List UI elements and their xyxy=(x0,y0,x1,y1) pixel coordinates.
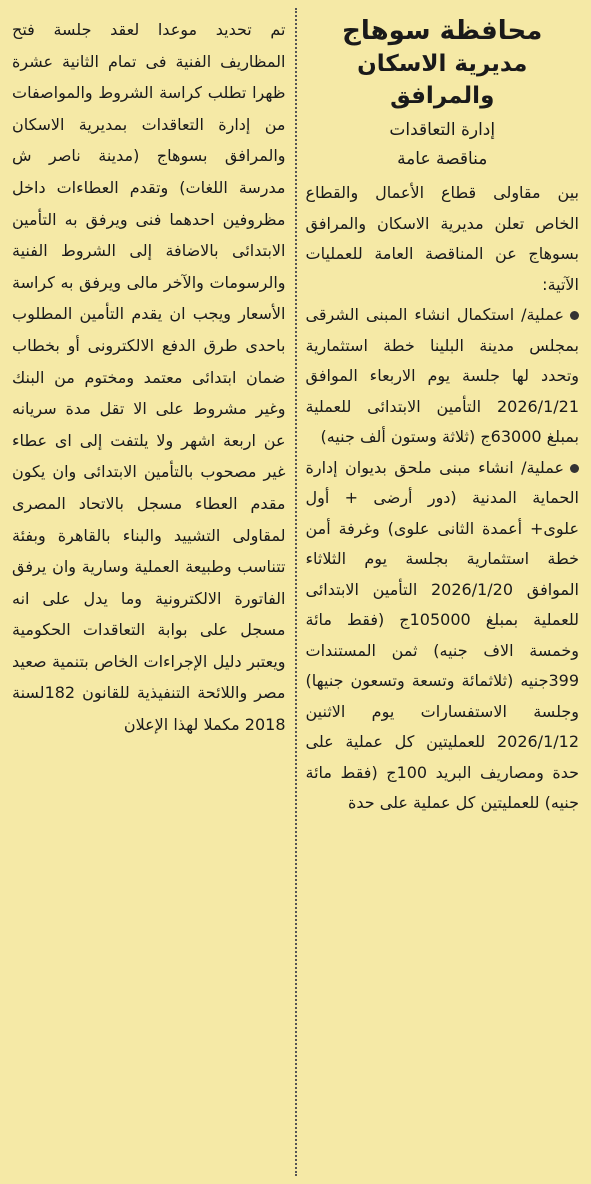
right-column xyxy=(296,14,584,1176)
tender-type: مناقصة عامة xyxy=(397,149,488,169)
terms-paragraph: تم تحديد موعدا لعقد جلسة فتح المظاريف الفنية فى تمام الثانية عشرة ظهرا تطلب كراسة الشروط والمواصفات من إدارة التعاقدات بمديرية الاسكان والمرافق بسوهاج (مدينة ناصر ش مدرسة اللغات) وتقدم العطاءات داخل مظروفين احدهما فنى ويرفق به التأمين الابتدائى بالاضافة إلى الشروط الفنية والرسومات والآخر مالى ويرفق به كراسة الأسعار ويجب ان يقدم التأمين المطلوب باحدى طرق الدفع الالكترونى أو بخطاب ضمان ابتدائى معتمد ومختوم من البنك وغير مشروط على الا تقل مدة سريانه عن اربعة اشهر ولا يلتفت إلى اى عطاء غير مصحوب بالتأمين الابتدائى وان يكون مقدم العطاء مسجل بالاتحاد المصرى لمقاولى التشييد والبناء بالقاهرة وبفئة تتناسب وطبيعة العملية وسارية وان يرفق الفاتورة الالكترونية وما يدل على انه مسجل على بوابة التعاقدات الحكومية ويعتبر دليل الإجراءات الخاص بتنمية صعيد مصر واللائحة التنفيذية للقانون 182لسنة 2018 مكملا لهذا الإعلان xyxy=(12,20,286,735)
operation-2-text: عملية/ انشاء مبنى ملحق بديوان إدارة الحماية المدنية (دور أرضى + أول علوى+ أعمدة الثانى علوى) وغرفة أمن خطة استثمارية بجلسة يوم الثلاثاء الموافق 2026/1/20 التأمين الابتدائى للعملية بمبلغ 105000ج (فقط مائة وخمسة الاف جنيه) ثمن المستندات 399جنيه (ثلاثمائة وتسعة وتسعون جنيها) وجلسة الاستفسارات يوم الاثنين 2026/1/12 للعمليتين كل عملية على حدة ومصاريف البريد 100ج (فقط مائة جنيه) للعمليتين كل عملية على حدة xyxy=(305,457,580,812)
bullet-icon xyxy=(570,464,579,473)
bullet-icon xyxy=(570,311,579,320)
operation-2 xyxy=(306,453,580,819)
governorate-title: محافظة سوهاج xyxy=(342,16,543,46)
operation-1-text: عملية/ استكمال انشاء المبنى الشرقى بمجلس مدينة البلينا خطة استثمارية وتحدد لها جلسة يوم الاربعاء الموافق 2026/1/21 التأمين الابتدائى للعملية بمبلغ 63000ج (ثلاثة وستون ألف جنيه) xyxy=(305,305,579,446)
directorate-title: مديرية الاسكان والمرافق xyxy=(357,51,528,109)
column-divider xyxy=(295,8,297,1176)
intro-paragraph: بين مقاولى قطاع الأعمال والقطاع الخاص تعلن مديرية الاسكان والمرافق بسوهاج عن المناقصة العامة للعمليات الآتية: xyxy=(305,183,579,294)
department-name: إدارة التعاقدات xyxy=(389,120,496,140)
left-column xyxy=(8,14,296,1176)
operation-1 xyxy=(306,300,580,453)
